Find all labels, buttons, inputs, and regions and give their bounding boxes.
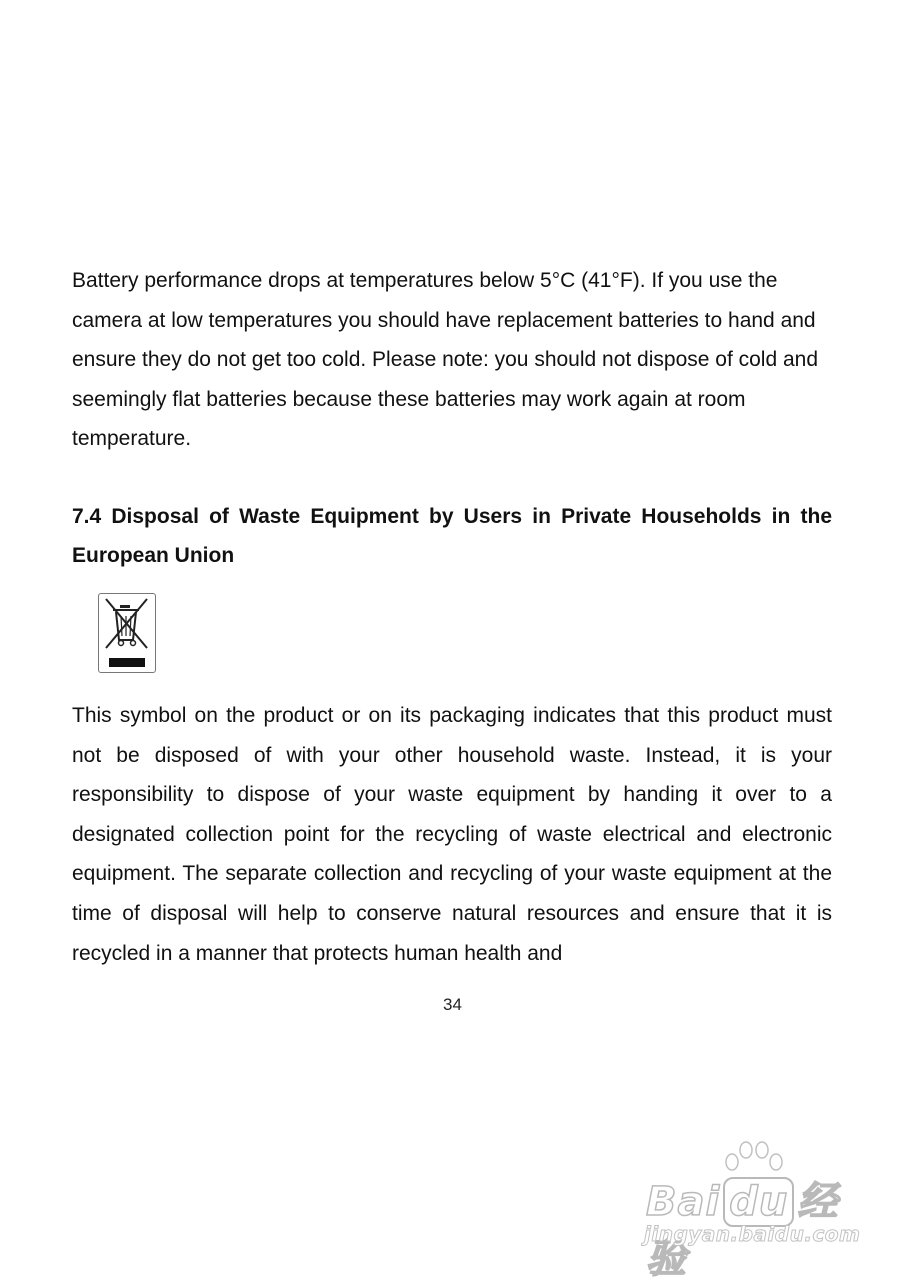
section-heading: 7.4 Disposal of Waste Equipment by Users in Private Households in the European Union — [72, 505, 832, 567]
battery-paragraph: Battery performance drops at temperatures below 5°C (41°F). If you use the camera at low temperatures you should have replacement batteries to hand and ensure they do not get too cold. Please note: you should not dispose of cold and seemingly flat batteries because these batteries may work again at room temperature. — [72, 269, 819, 451]
weee-crossed-out-wheeled-bin-icon — [99, 594, 155, 672]
disposal-paragraph: This symbol on the product or on its packaging indicates that this product must not be disposed of with your other household waste. Instead, it is your responsibility to dispose of your waste equipment by handing it over to a designated collection point for the recycling of waste electrical and electronic equipment. The separate collection and recycling of your waste equipment at the time of disposal will help to conserve natural resources and ensure that it is recycled in a manner that protects human health and — [72, 704, 832, 965]
weee-symbol — [98, 593, 156, 673]
logo-text-boxed: du — [723, 1177, 794, 1227]
logo-text-left: Bai — [646, 1179, 721, 1225]
watermark-url: jingyan.baidu.com — [644, 1222, 861, 1246]
baidu-watermark — [640, 1140, 870, 1282]
logo-text-cn: 经验 — [646, 1179, 839, 1282]
page-number: 34 — [443, 995, 462, 1014]
